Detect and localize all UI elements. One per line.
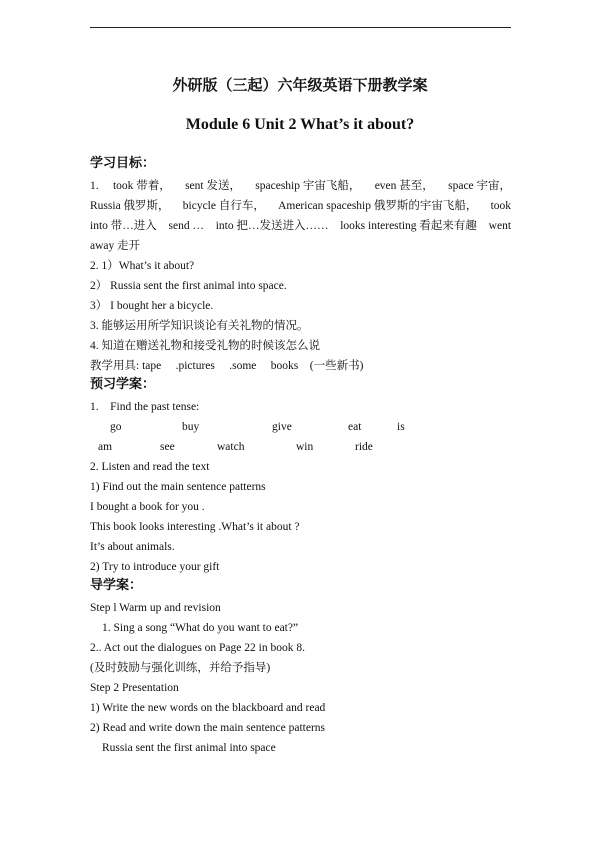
teaching-tools: 教学用具: tape .pictures .some books (一些新书) [90,360,364,372]
vocab-line-2 [90,199,511,213]
objective-3: 3. 能够运用所学知识谈论有关礼物的情况。 [90,320,309,332]
verb-word: eat [348,421,362,433]
preview-heading: 预习学案： [90,377,156,392]
verb-word: is [397,421,405,433]
vocab-item: 1. [90,180,99,192]
past-tense-question: 1. Find the past tense: [90,401,200,413]
vocab-item: sent 发送， [185,180,241,192]
sentence-3: 3） I bought her a bicycle. [90,300,214,312]
vocab-item: into 把…发送进入…… [215,220,329,232]
vocab-item: into 带…进入 [90,220,157,232]
sentence-1: 2. 1）What’s it about? [90,260,195,272]
verb-word: buy [182,421,200,433]
lesson-subtitle: Module 6 Unit 2 What’s it about? [185,116,415,133]
example-sentence-2: This book looks interesting .What’s it about ? [90,521,300,533]
example-sentence-1: I bought a book for you . [90,501,205,513]
vocab-line-1 [90,179,511,193]
objective-4: 4. 知道在赠送礼物和接受礼物的时候该怎么说 [90,340,320,352]
step-1-dialogues: 2.. Act out the dialogues on Page 22 in book 8. [90,642,305,654]
introduce-gift-item: 2) Try to introduce your gift [90,561,220,573]
vocab-line-3 [90,219,511,233]
find-patterns-item: 1) Find out the main sentence patterns [90,481,266,493]
objectives-heading: 学习目标： [90,156,156,171]
vocab-item: American spaceship 俄罗斯的宇宙飞船， [278,200,478,212]
verb-row-1 [0,420,600,434]
verb-word: give [272,421,292,433]
verb-word: go [110,421,122,433]
step-1-title: Step l Warm up and revision [90,602,221,614]
guide-heading: 导学案： [90,578,143,593]
vocab-item: space 宇宙， [448,180,512,192]
vocab-item: went [488,220,512,232]
verb-word: see [160,441,175,453]
document-title: 外研版（三起）六年级英语下册教学案 [172,76,428,94]
verb-row-2 [0,440,600,454]
vocab-item: took [490,200,512,212]
step-2-title: Step 2 Presentation [90,682,179,694]
vocab-item: Russia 俄罗斯， [90,200,170,212]
verb-word: watch [217,441,245,453]
listen-read-item: 2. Listen and read the text [90,461,210,473]
vocab-item: even 甚至， [374,180,434,192]
verb-word: am [98,441,113,453]
verb-word: win [296,441,314,453]
step-1-note: (及时鼓励与强化训练，并给予指导) [90,662,271,674]
vocab-item: spaceship 宇宙飞船， [255,180,361,192]
vocab-item: took 带着， [112,180,171,192]
verb-word: ride [355,441,373,453]
header-rule [90,27,511,28]
vocab-item: looks interesting 看起来有趣 [340,220,477,232]
step-2-patterns: 2) Read and write down the main sentence patterns [90,722,326,734]
step-1-song: 1. Sing a song “What do you want to eat?” [102,622,299,634]
vocab-item: bicycle 自行车， [182,200,265,212]
vocab-line-4: away 走开 [90,240,141,252]
vocab-item: send … [168,220,204,232]
sentence-2: 2） Russia sent the first animal into space. [90,280,287,292]
step-2-words: 1) Write the new words on the blackboard and read [90,702,326,714]
example-sentence-3: It’s about animals. [90,541,175,553]
step-2-example: Russia sent the first animal into space [102,742,276,754]
